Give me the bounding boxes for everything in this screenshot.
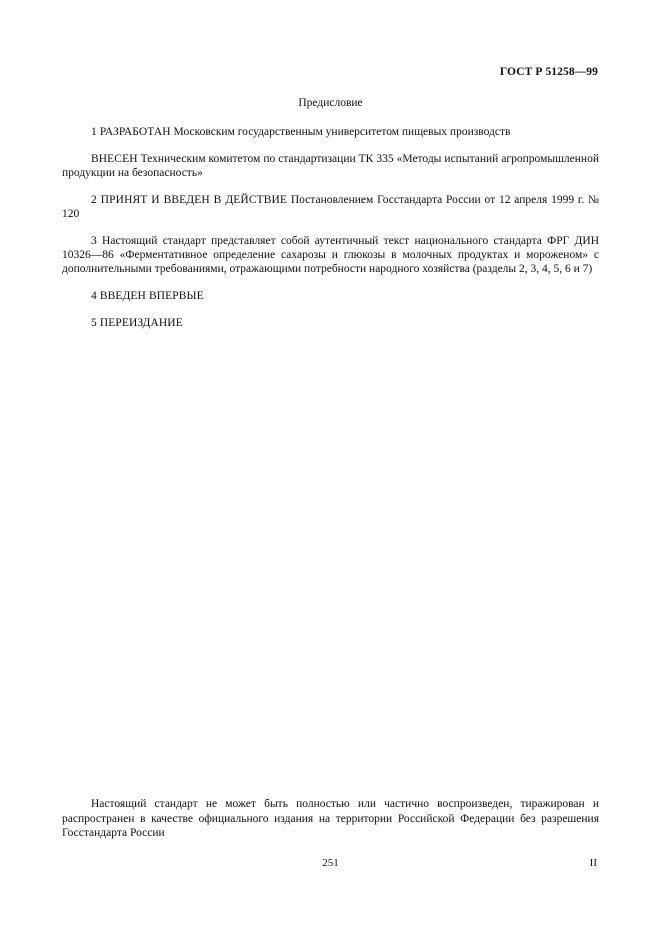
item-text: 3 Настоящий стандарт представляет собой аутентичный текст национального стандарта ФРГ ДИН 10326—86 «Ферментативное определение сахарозы и глюкозы в молочных продуктах и мороженом» с дополнительными требованиями, отражающими потребности народного хозяйства (разделы 2, 3, 4, 5, 6 и 7) (62, 235, 599, 275)
item-text: Московским государственным университетом пищевых производств (170, 126, 511, 138)
item-lead: 2 ПРИНЯТ И ВВЕДЕН В ДЕЙСТВИЕ (91, 194, 288, 206)
page-number: 251 (322, 857, 339, 869)
item-lead: 5 ПЕРЕИЗДАНИЕ (91, 317, 183, 329)
document-code: ГОСТ Р 51258—99 (499, 66, 598, 78)
item-text: Постановлением Госстандарта России от 12 апреля 1999 г. № 120 (62, 194, 599, 220)
foreword-item-first-introduced (62, 289, 599, 303)
foreword-item-developed (62, 125, 599, 139)
item-lead: 4 ВВЕДЕН ВПЕРВЫЕ (91, 290, 204, 302)
copyright-notice: Настоящий стандарт не может быть полностью или частично воспроизведен, тиражирован и распространен в качестве официального издания на территории Российской Федерации без разрешения Госстандарта России (62, 798, 599, 839)
foreword-title: Предисловие (298, 97, 363, 109)
item-text: Техническим комитетом по стандартизации ТК 335 «Методы испытаний агропромышленной продукции на безопасность» (62, 153, 599, 179)
item-lead: ВНЕСЕН (91, 153, 138, 165)
foreword-item-reissue (62, 316, 599, 330)
foreword-item-adopted (62, 193, 599, 221)
foreword-item-authentic-text (62, 234, 599, 276)
foreword-body (62, 125, 599, 343)
foreword-item-introduced (62, 152, 599, 180)
item-lead: 1 РАЗРАБОТАН (91, 126, 171, 138)
roman-page-number: II (589, 857, 597, 869)
